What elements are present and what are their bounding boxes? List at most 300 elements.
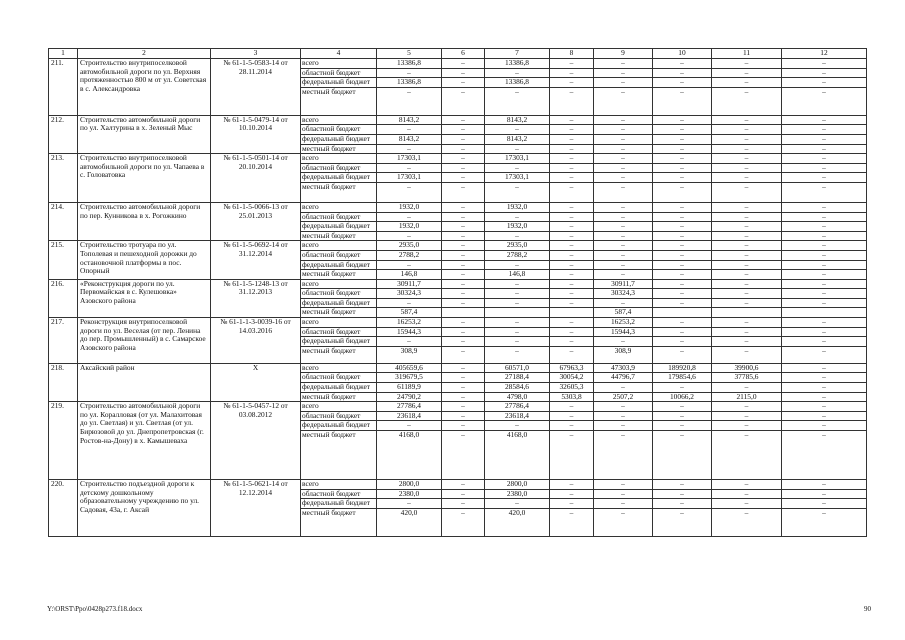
funding-source: областной бюджет	[301, 212, 377, 222]
funding-source: областной бюджет	[301, 250, 377, 260]
value-cell: 61189,9	[377, 383, 442, 393]
funding-source: областной бюджет	[301, 289, 377, 299]
value-cell: –	[712, 337, 782, 347]
document-number: № 61-1-5-0692-14 от 31.12.2014	[211, 241, 301, 279]
value-cell: –	[550, 508, 594, 536]
value-cell: 189920,8	[653, 363, 712, 373]
value-cell: –	[653, 318, 712, 328]
value-cell: –	[550, 144, 594, 154]
value-cell: –	[442, 337, 485, 347]
value-cell: 37785,6	[712, 373, 782, 383]
value-cell: –	[782, 480, 867, 490]
document-number: № 61-1-5-0501-14 от 20.10.2014	[211, 154, 301, 203]
object-name: Строительство автомобильной дороги по ул. Халтурина в х. Зеленый Мыс	[78, 115, 211, 153]
value-cell: –	[712, 182, 782, 202]
object-name: Строительство автомобильной дороги по ул. Коралловая (от ул. Малахитовая до ул. Светлая) и ул. Светлая (от ул. Бирюзовой до ул. Днепропетровская (г. Ростов-на-Дону) в х. Камышеваха	[78, 402, 211, 480]
table-row	[49, 59, 867, 69]
value-cell: –	[712, 298, 782, 308]
value-cell: –	[782, 298, 867, 308]
document-number: № 61-1-5-0479-14 от 10.10.2014	[211, 115, 301, 153]
value-cell: –	[653, 508, 712, 536]
funding-source: федеральный бюджет	[301, 298, 377, 308]
value-cell: 2380,0	[377, 489, 442, 499]
value-cell: –	[550, 431, 594, 480]
value-cell: –	[653, 202, 712, 212]
value-cell: 30911,7	[594, 279, 653, 289]
value-cell: –	[712, 115, 782, 125]
value-cell: –	[485, 163, 550, 173]
value-cell: –	[712, 270, 782, 280]
value-cell: 1932,0	[485, 202, 550, 212]
value-cell: 27786,4	[485, 402, 550, 412]
value-cell: –	[550, 250, 594, 260]
table-row	[49, 241, 867, 251]
value-cell: –	[442, 421, 485, 431]
value-cell	[782, 308, 867, 318]
value-cell: –	[594, 68, 653, 78]
value-cell: –	[653, 78, 712, 88]
value-cell: 16253,2	[377, 318, 442, 328]
value-cell: –	[653, 411, 712, 421]
value-cell: –	[550, 489, 594, 499]
value-cell: –	[594, 59, 653, 69]
value-cell: –	[442, 241, 485, 251]
value-cell: –	[485, 182, 550, 202]
value-cell: –	[712, 402, 782, 412]
value-cell: –	[594, 250, 653, 260]
value-cell: –	[712, 289, 782, 299]
value-cell: –	[653, 212, 712, 222]
value-cell: –	[653, 163, 712, 173]
value-cell: –	[442, 250, 485, 260]
value-cell: –	[485, 327, 550, 337]
funding-source: местный бюджет	[301, 270, 377, 280]
value-cell: –	[442, 480, 485, 490]
header-cell: 2	[78, 49, 211, 59]
value-cell: –	[550, 125, 594, 135]
value-cell: –	[712, 163, 782, 173]
value-cell: –	[550, 499, 594, 509]
value-cell: –	[712, 499, 782, 509]
value-cell: –	[442, 182, 485, 202]
value-cell: –	[782, 202, 867, 212]
value-cell: 2800,0	[377, 480, 442, 490]
value-cell: 2800,0	[485, 480, 550, 490]
funding-source: местный бюджет	[301, 308, 377, 318]
value-cell: –	[782, 431, 867, 480]
value-cell: –	[485, 421, 550, 431]
value-cell: –	[782, 182, 867, 202]
value-cell: –	[712, 202, 782, 212]
funding-source: всего	[301, 59, 377, 69]
value-cell: –	[782, 154, 867, 164]
value-cell: –	[485, 125, 550, 135]
value-cell: –	[594, 421, 653, 431]
value-cell: 2788,2	[377, 250, 442, 260]
value-cell: –	[442, 411, 485, 421]
value-cell: –	[782, 115, 867, 125]
value-cell: –	[377, 337, 442, 347]
value-cell: –	[377, 421, 442, 431]
funding-source: всего	[301, 115, 377, 125]
value-cell: –	[442, 270, 485, 280]
header-cell: 8	[550, 49, 594, 59]
value-cell: –	[782, 421, 867, 431]
value-cell: 420,0	[485, 508, 550, 536]
value-cell: –	[594, 402, 653, 412]
value-cell: –	[550, 231, 594, 241]
value-cell: –	[442, 383, 485, 393]
value-cell: –	[653, 402, 712, 412]
header-cell: 7	[485, 49, 550, 59]
value-cell: –	[594, 182, 653, 202]
value-cell: –	[485, 337, 550, 347]
funding-source: областной бюджет	[301, 489, 377, 499]
funding-source: федеральный бюджет	[301, 260, 377, 270]
header-cell: 12	[782, 49, 867, 59]
value-cell: –	[550, 298, 594, 308]
value-cell: –	[550, 134, 594, 144]
row-number: 219.	[49, 402, 78, 480]
funding-source: местный бюджет	[301, 392, 377, 402]
header-cell: 11	[712, 49, 782, 59]
object-name: Строительство подъездной дороги к детскому дошкольному образовательному учреждению по ул. Садовая, 43а, г. Аксай	[78, 480, 211, 537]
value-cell	[712, 308, 782, 318]
value-cell: –	[485, 289, 550, 299]
value-cell: –	[653, 68, 712, 78]
value-cell: –	[712, 279, 782, 289]
value-cell: –	[442, 59, 485, 69]
value-cell: –	[712, 125, 782, 135]
value-cell: 30054,2	[550, 373, 594, 383]
value-cell: –	[442, 78, 485, 88]
value-cell: –	[485, 68, 550, 78]
value-cell: –	[782, 163, 867, 173]
value-cell: –	[442, 508, 485, 536]
value-cell: –	[442, 279, 485, 289]
value-cell: 10066,2	[653, 392, 712, 402]
funding-source: всего	[301, 318, 377, 328]
value-cell: –	[712, 87, 782, 115]
table-row	[49, 402, 867, 412]
value-cell: –	[712, 383, 782, 393]
value-cell: –	[782, 363, 867, 373]
value-cell: –	[594, 489, 653, 499]
value-cell: –	[712, 260, 782, 270]
row-number: 212.	[49, 115, 78, 153]
row-number: 217.	[49, 318, 78, 364]
funding-source: местный бюджет	[301, 431, 377, 480]
value-cell: –	[550, 480, 594, 490]
value-cell: –	[712, 480, 782, 490]
value-cell: –	[594, 173, 653, 183]
value-cell: –	[653, 431, 712, 480]
value-cell: –	[782, 327, 867, 337]
funding-source: всего	[301, 241, 377, 251]
value-cell: –	[782, 383, 867, 393]
value-cell: –	[782, 125, 867, 135]
value-cell: 1932,0	[377, 222, 442, 232]
value-cell: 4168,0	[377, 431, 442, 480]
value-cell: –	[712, 421, 782, 431]
value-cell: 319679,5	[377, 373, 442, 383]
value-cell: –	[550, 173, 594, 183]
value-cell: –	[782, 59, 867, 69]
value-cell: 5303,8	[550, 392, 594, 402]
value-cell: –	[712, 134, 782, 144]
value-cell: –	[782, 173, 867, 183]
value-cell: 13386,8	[485, 78, 550, 88]
value-cell: –	[594, 154, 653, 164]
value-cell: –	[594, 508, 653, 536]
funding-source: всего	[301, 202, 377, 212]
table-row	[49, 363, 867, 373]
value-cell: –	[712, 222, 782, 232]
row-number: 218.	[49, 363, 78, 401]
value-cell: –	[442, 318, 485, 328]
funding-source: всего	[301, 402, 377, 412]
value-cell: –	[442, 363, 485, 373]
document-number: № 61-1-5-0066-13 от 25.01.2013	[211, 202, 301, 240]
value-cell: –	[442, 402, 485, 412]
value-cell: –	[442, 87, 485, 115]
value-cell: –	[653, 222, 712, 232]
value-cell: –	[442, 431, 485, 480]
value-cell: –	[485, 499, 550, 509]
value-cell: 8143,2	[485, 134, 550, 144]
value-cell: –	[782, 250, 867, 260]
value-cell: –	[550, 318, 594, 328]
value-cell: –	[712, 68, 782, 78]
value-cell: 13386,8	[377, 59, 442, 69]
value-cell	[485, 308, 550, 318]
object-name: Аксайский район	[78, 363, 211, 401]
funding-source: областной бюджет	[301, 327, 377, 337]
value-cell: –	[782, 392, 867, 402]
value-cell: –	[485, 260, 550, 270]
value-cell: –	[442, 260, 485, 270]
document-number: № 61-1-5-0621-14 от 12.12.2014	[211, 480, 301, 537]
value-cell: –	[594, 231, 653, 241]
value-cell: –	[782, 337, 867, 347]
value-cell: –	[712, 154, 782, 164]
value-cell: 587,4	[594, 308, 653, 318]
table-row	[49, 115, 867, 125]
value-cell: 1932,0	[485, 222, 550, 232]
value-cell: –	[712, 250, 782, 260]
value-cell: –	[550, 289, 594, 299]
value-cell: –	[712, 241, 782, 251]
value-cell: –	[712, 489, 782, 499]
value-cell: –	[653, 231, 712, 241]
budget-table	[48, 48, 867, 537]
value-cell: –	[377, 87, 442, 115]
row-number: 211.	[49, 59, 78, 116]
value-cell: 30911,7	[377, 279, 442, 289]
funding-source: местный бюджет	[301, 182, 377, 202]
object-name: Строительство автомобильной дороги по пер. Кунникова в х. Рогожкино	[78, 202, 211, 240]
value-cell: –	[782, 78, 867, 88]
value-cell: –	[653, 87, 712, 115]
value-cell: –	[782, 499, 867, 509]
value-cell: 308,9	[594, 346, 653, 363]
value-cell: –	[653, 421, 712, 431]
value-cell: 17303,1	[377, 154, 442, 164]
value-cell: –	[442, 144, 485, 154]
value-cell: –	[712, 431, 782, 480]
object-name: Строительство тротуара по ул. Тополевая и пешеходной дорожки до остановочной платформы в пос. Опорный	[78, 241, 211, 279]
value-cell: 2935,0	[485, 241, 550, 251]
funding-source: местный бюджет	[301, 87, 377, 115]
value-cell: –	[594, 499, 653, 509]
value-cell: –	[550, 279, 594, 289]
value-cell: –	[550, 337, 594, 347]
value-cell: 60571,0	[485, 363, 550, 373]
object-name: Строительство внутрипоселковой автомобильной дороги по ул. Чапаева в с. Головатовка	[78, 154, 211, 203]
value-cell: 47303,9	[594, 363, 653, 373]
value-cell: –	[442, 392, 485, 402]
funding-source: областной бюджет	[301, 125, 377, 135]
value-cell: –	[653, 173, 712, 183]
value-cell: 2380,0	[485, 489, 550, 499]
value-cell: –	[485, 298, 550, 308]
value-cell: –	[594, 383, 653, 393]
value-cell: –	[377, 298, 442, 308]
value-cell: –	[377, 212, 442, 222]
value-cell: –	[377, 163, 442, 173]
header-row	[49, 49, 867, 59]
value-cell: 15944,3	[594, 327, 653, 337]
value-cell: –	[442, 115, 485, 125]
funding-source: федеральный бюджет	[301, 337, 377, 347]
value-cell: –	[594, 480, 653, 490]
value-cell: –	[594, 212, 653, 222]
value-cell: –	[653, 182, 712, 202]
row-number: 215.	[49, 241, 78, 279]
value-cell: 27188,4	[485, 373, 550, 383]
value-cell: –	[594, 144, 653, 154]
value-cell: –	[712, 318, 782, 328]
value-cell: 587,4	[377, 308, 442, 318]
value-cell: –	[782, 270, 867, 280]
value-cell: –	[442, 222, 485, 232]
value-cell	[653, 308, 712, 318]
value-cell: –	[442, 231, 485, 241]
value-cell: –	[550, 68, 594, 78]
value-cell: –	[550, 154, 594, 164]
value-cell: –	[653, 134, 712, 144]
row-number: 214.	[49, 202, 78, 240]
table-row	[49, 480, 867, 490]
document-number: № 61-1-5-0583-14 от 28.11.2014	[211, 59, 301, 116]
value-cell: 13386,8	[485, 59, 550, 69]
value-cell: –	[442, 346, 485, 363]
funding-source: федеральный бюджет	[301, 173, 377, 183]
value-cell: 146,8	[377, 270, 442, 280]
value-cell: 44796,7	[594, 373, 653, 383]
value-cell	[442, 308, 485, 318]
document-number: № 61-1-5-0457-12 от 03.08.2012	[211, 402, 301, 480]
value-cell: –	[485, 144, 550, 154]
value-cell: –	[442, 212, 485, 222]
value-cell: –	[485, 279, 550, 289]
funding-source: всего	[301, 154, 377, 164]
page-number: 90	[864, 605, 871, 613]
value-cell: –	[653, 298, 712, 308]
value-cell: –	[653, 250, 712, 260]
value-cell: 146,8	[485, 270, 550, 280]
value-cell: –	[594, 78, 653, 88]
value-cell: –	[442, 489, 485, 499]
header-cell: 4	[301, 49, 377, 59]
value-cell: –	[594, 163, 653, 173]
value-cell: 30324,3	[594, 289, 653, 299]
value-cell: –	[653, 337, 712, 347]
value-cell: 17303,1	[377, 173, 442, 183]
value-cell: 420,0	[377, 508, 442, 536]
value-cell: –	[594, 87, 653, 115]
value-cell: –	[594, 260, 653, 270]
header-cell: 10	[653, 49, 712, 59]
funding-source: местный бюджет	[301, 231, 377, 241]
table-row	[49, 318, 867, 328]
value-cell: 308,9	[377, 346, 442, 363]
value-cell: –	[377, 182, 442, 202]
document-number: № 61-1-5-1248-13 от 31.12.2013	[211, 279, 301, 317]
funding-source: областной бюджет	[301, 163, 377, 173]
value-cell: –	[653, 59, 712, 69]
value-cell: 17303,1	[485, 154, 550, 164]
header-cell: 5	[377, 49, 442, 59]
value-cell: 67963,3	[550, 363, 594, 373]
value-cell: –	[653, 289, 712, 299]
value-cell: 28584,6	[485, 383, 550, 393]
value-cell: –	[485, 212, 550, 222]
value-cell: –	[594, 115, 653, 125]
value-cell: 30324,3	[377, 289, 442, 299]
row-number: 220.	[49, 480, 78, 537]
value-cell: –	[442, 202, 485, 212]
table-row	[49, 202, 867, 212]
value-cell: –	[782, 87, 867, 115]
value-cell: –	[594, 337, 653, 347]
table-row	[49, 279, 867, 289]
value-cell: 23618,4	[485, 411, 550, 421]
value-cell: –	[550, 163, 594, 173]
value-cell: –	[442, 125, 485, 135]
value-cell: –	[594, 298, 653, 308]
value-cell: –	[653, 499, 712, 509]
value-cell: 39900,6	[712, 363, 782, 373]
value-cell: –	[377, 68, 442, 78]
value-cell: –	[712, 327, 782, 337]
value-cell	[550, 308, 594, 318]
value-cell: –	[782, 318, 867, 328]
funding-source: всего	[301, 363, 377, 373]
object-name: Строительство внутрипоселковой автомобильной дороги по ул. Верхняя протяженностью 800 м от ул. Советская в с. Александровка	[78, 59, 211, 116]
value-cell: –	[782, 231, 867, 241]
value-cell: 8143,2	[485, 115, 550, 125]
value-cell: –	[377, 144, 442, 154]
value-cell: –	[550, 270, 594, 280]
value-cell: 27786,4	[377, 402, 442, 412]
table-row	[49, 154, 867, 164]
value-cell: –	[653, 115, 712, 125]
value-cell: 15944,3	[377, 327, 442, 337]
value-cell: –	[712, 346, 782, 363]
value-cell: –	[653, 260, 712, 270]
value-cell: –	[782, 241, 867, 251]
